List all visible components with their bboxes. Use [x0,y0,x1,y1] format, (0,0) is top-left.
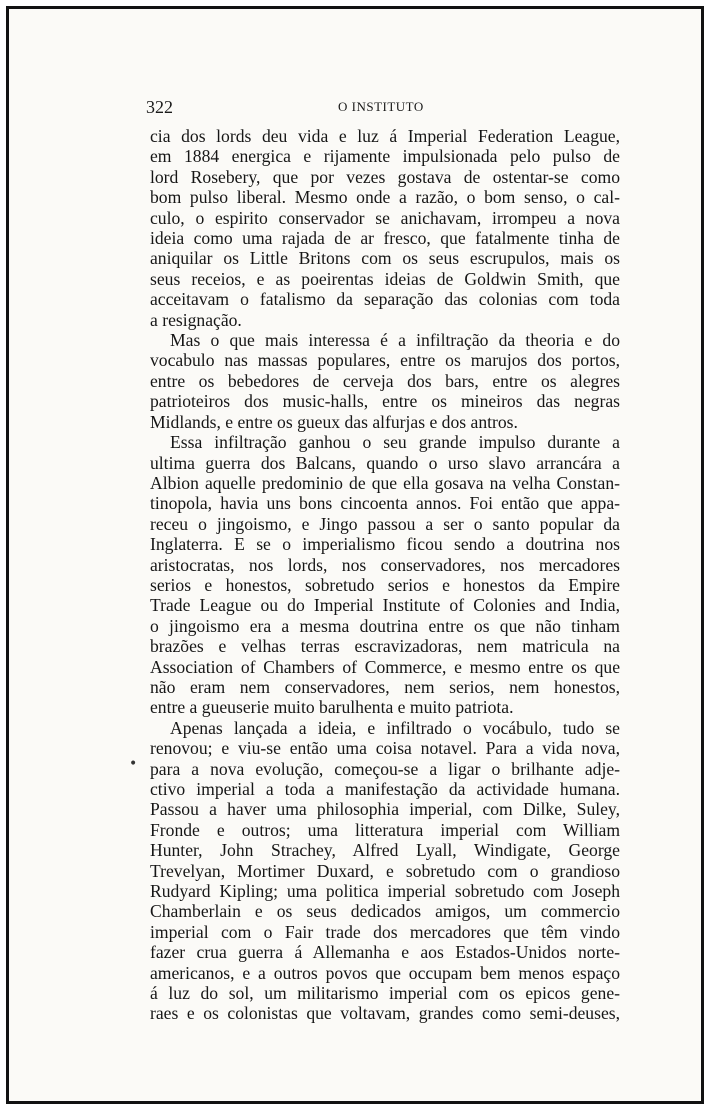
text-line: aristocratas, nos lords, nos conservadores, nos mercadores [150,554,620,575]
text-line: Trevelyan, Mortimer Duxard, e sobretudo com o grandioso [150,860,620,881]
text-line: Hunter, John Strachey, Alfred Lyall, Windigate, George [150,840,620,861]
text-line: entre a gueuserie muito barulhenta e muito patriota. [150,697,514,718]
text-line: culo, o espirito conservador se anichavam, irrompeu a nova [150,207,620,228]
text-line: tinopola, havia uns bons cincoenta annos. Foi então que appa- [150,493,620,514]
text-line: acceitavam o fatalismo da separação das colonias com toda [150,289,620,310]
text-line: renovou; e viu-se então uma coisa notavel. Para a vida nova, [150,738,620,759]
text-line: aniquilar os Little Britons com os seus escrupulos, mais os [150,248,620,269]
text-line: bom pulso liberal. Mesmo onde a razão, o bom senso, o cal- [150,187,620,208]
text-line: Inglaterra. E se o imperialismo ficou sendo a doutrina nos [150,534,620,555]
text-line: ideia como uma rajada de ar fresco, que fatalmente tinha de [150,228,620,249]
text-line: ultima guerra dos Balcans, quando o urso slavo arrancára a [150,452,620,473]
text-line: Rudyard Kipling; uma politica imperial sobretudo com Joseph [150,881,620,902]
text-line: patrioteiros dos music-halls, entre os mineiros das negras [150,391,620,412]
text-line: Passou a haver uma philosophia imperial, com Dilke, Suley, [150,799,620,820]
text-line: Essa infiltração ganhou o seu grande impulso durante a [170,432,620,453]
text-line: serios e honestos, sobretudo serios e honestos da Empire [150,574,620,595]
text-line: seus receios, e as poeirentas ideias de Goldwin Smith, que [150,268,620,289]
text-line: americanos, e a outros povos que occupam bem menos espaço [150,962,620,983]
running-head: O INSTITUTO [338,99,424,114]
text-line: Trade League ou do Imperial Institute of Colonies and India, [150,595,620,616]
text-line: ctivo imperial a toda a manifestação da actividade humana. [150,779,620,799]
text-line: para a nova evolução, começou-se a ligar o brilhante adje- [150,758,620,779]
text-line: fazer crua guerra á Allemanha e aos Estados-Unidos norte- [150,942,620,963]
text-line: cia dos lords deu vida e luz á Imperial Federation League, [150,126,620,146]
text-line: vocabulo nas massas populares, entre os marujos dos portos, [150,350,620,371]
text-line: Albion aquelle predominio de que ella gosava na velha Constan- [150,472,620,493]
text-line: receu o jingoismo, e Jingo passou a ser o santo popular da [150,513,620,534]
text-line: Association of Chambers of Commerce, e mesmo entre os que [150,656,620,677]
text-line: raes e os colonistas que voltavam, grandes como semi-deuses, [150,1003,620,1024]
text-line: em 1884 energica e rijamente impulsionada pelo pulso de [150,146,620,167]
text-line: a resignação. [150,309,242,330]
text-line: lord Rosebery, que por vezes gostava de ostentar-se como [150,166,620,187]
text-line: Mas o que mais interessa é a infiltração da theoria e do [170,330,620,351]
text-line: entre os bebedores de cerveja dos bars, entre os alegres [150,370,620,391]
text-line: Midlands, e entre os gueux das alfurjas e dos antros. [150,411,518,432]
page-header [146,97,576,117]
text-line: Fronde e outros; uma litteratura imperial com William [150,819,620,840]
text-line: brazões e velhas terras escravizadoras, nem matricula na [150,636,620,657]
text-line: Apenas lançada a ideia, e infiltrado o vocábulo, tudo se [170,717,620,738]
text-line: não eram nem conservadores, nem serios, nem honestos, [150,676,620,697]
text-line: Chamberlain e os seus dedicados amigos, um commercio [150,901,620,922]
page-number: 322 [146,97,173,117]
text-line: imperial com o Fair trade dos mercadores que têm vindo [150,921,620,942]
body-text [150,126,620,1024]
text-line: á luz do sol, um militarismo imperial com os epicos gene- [150,983,620,1004]
text-line: o jingoismo era a mesma doutrina entre os que não tinham [150,615,620,636]
margin-mark: • [129,756,138,772]
